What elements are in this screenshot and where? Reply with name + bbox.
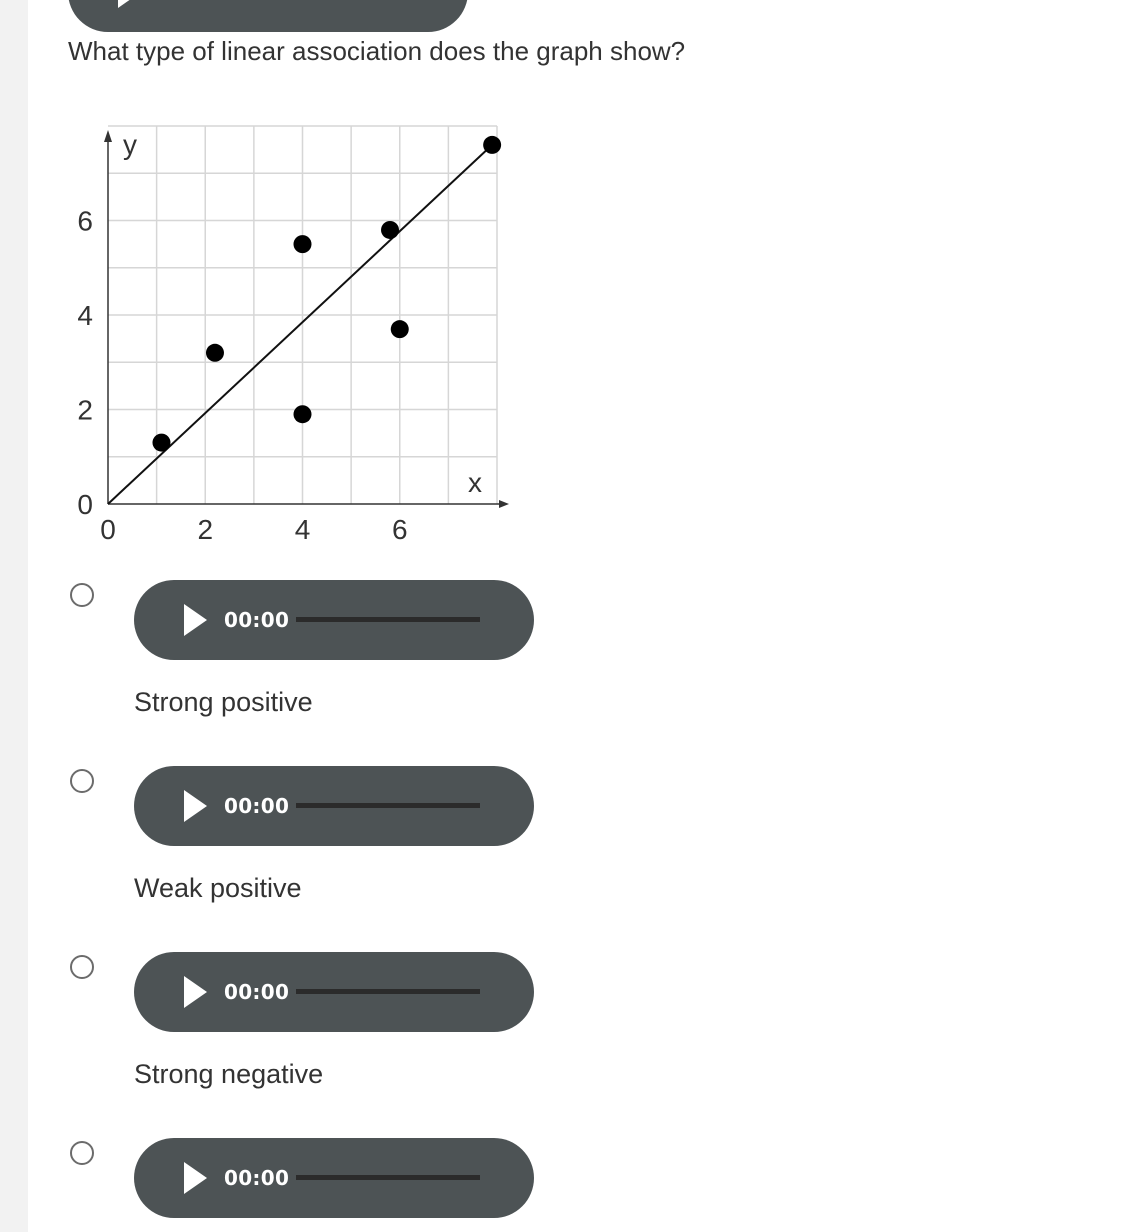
- data-point: [152, 434, 170, 452]
- option-4-radio[interactable]: [70, 1141, 94, 1165]
- data-point: [206, 344, 224, 362]
- question-audio-player[interactable]: [68, 0, 468, 32]
- option-2-radio[interactable]: [70, 769, 94, 793]
- option-2-audio-player[interactable]: [134, 766, 534, 846]
- option-4-audio-player[interactable]: [134, 1138, 534, 1218]
- y-tick-label: 2: [77, 394, 93, 426]
- y-axis-label: y: [123, 129, 137, 160]
- audio-time: 00:00: [224, 980, 290, 1004]
- audio-progress-track[interactable]: [296, 617, 480, 622]
- option-1-audio-player[interactable]: [134, 580, 534, 660]
- audio-progress-track[interactable]: [296, 1175, 480, 1180]
- data-point: [294, 235, 312, 253]
- option-3-label[interactable]: Strong negative: [134, 1059, 324, 1089]
- play-icon[interactable]: [184, 790, 207, 822]
- data-point: [381, 221, 399, 239]
- option-1-label[interactable]: Strong positive: [134, 687, 313, 717]
- audio-progress-track[interactable]: [296, 989, 480, 994]
- option-3-radio[interactable]: [70, 955, 94, 979]
- scatter-chart: [60, 110, 520, 550]
- audio-time: 00:00: [224, 1166, 290, 1190]
- y-tick-label: 6: [77, 205, 93, 237]
- audio-time: 00:00: [224, 608, 290, 632]
- question-text: What type of linear association does the graph show?: [68, 36, 686, 66]
- play-icon[interactable]: [184, 604, 207, 636]
- option-1-radio[interactable]: [70, 583, 94, 607]
- x-tick-label: 4: [294, 514, 311, 545]
- left-rail: [0, 0, 28, 1232]
- x-axis-label: x: [468, 467, 482, 498]
- option-2-label[interactable]: Weak positive: [134, 873, 302, 903]
- audio-progress-track[interactable]: [296, 803, 480, 808]
- x-axis-arrow: [499, 500, 509, 508]
- play-icon[interactable]: [184, 976, 207, 1008]
- data-point: [391, 320, 409, 338]
- y-tick-label: 0: [77, 489, 93, 520]
- x-tick-label: 0: [100, 514, 116, 545]
- play-icon[interactable]: [118, 0, 141, 8]
- option-3-audio-player[interactable]: [134, 952, 534, 1032]
- y-axis-arrow: [104, 130, 112, 142]
- data-point: [294, 405, 312, 423]
- data-point: [483, 136, 501, 154]
- x-tick-label: 6: [391, 514, 408, 545]
- audio-time: 00:00: [224, 794, 290, 818]
- play-icon[interactable]: [184, 1162, 207, 1194]
- y-tick-label: 4: [77, 300, 93, 331]
- x-tick-label: 2: [197, 514, 214, 545]
